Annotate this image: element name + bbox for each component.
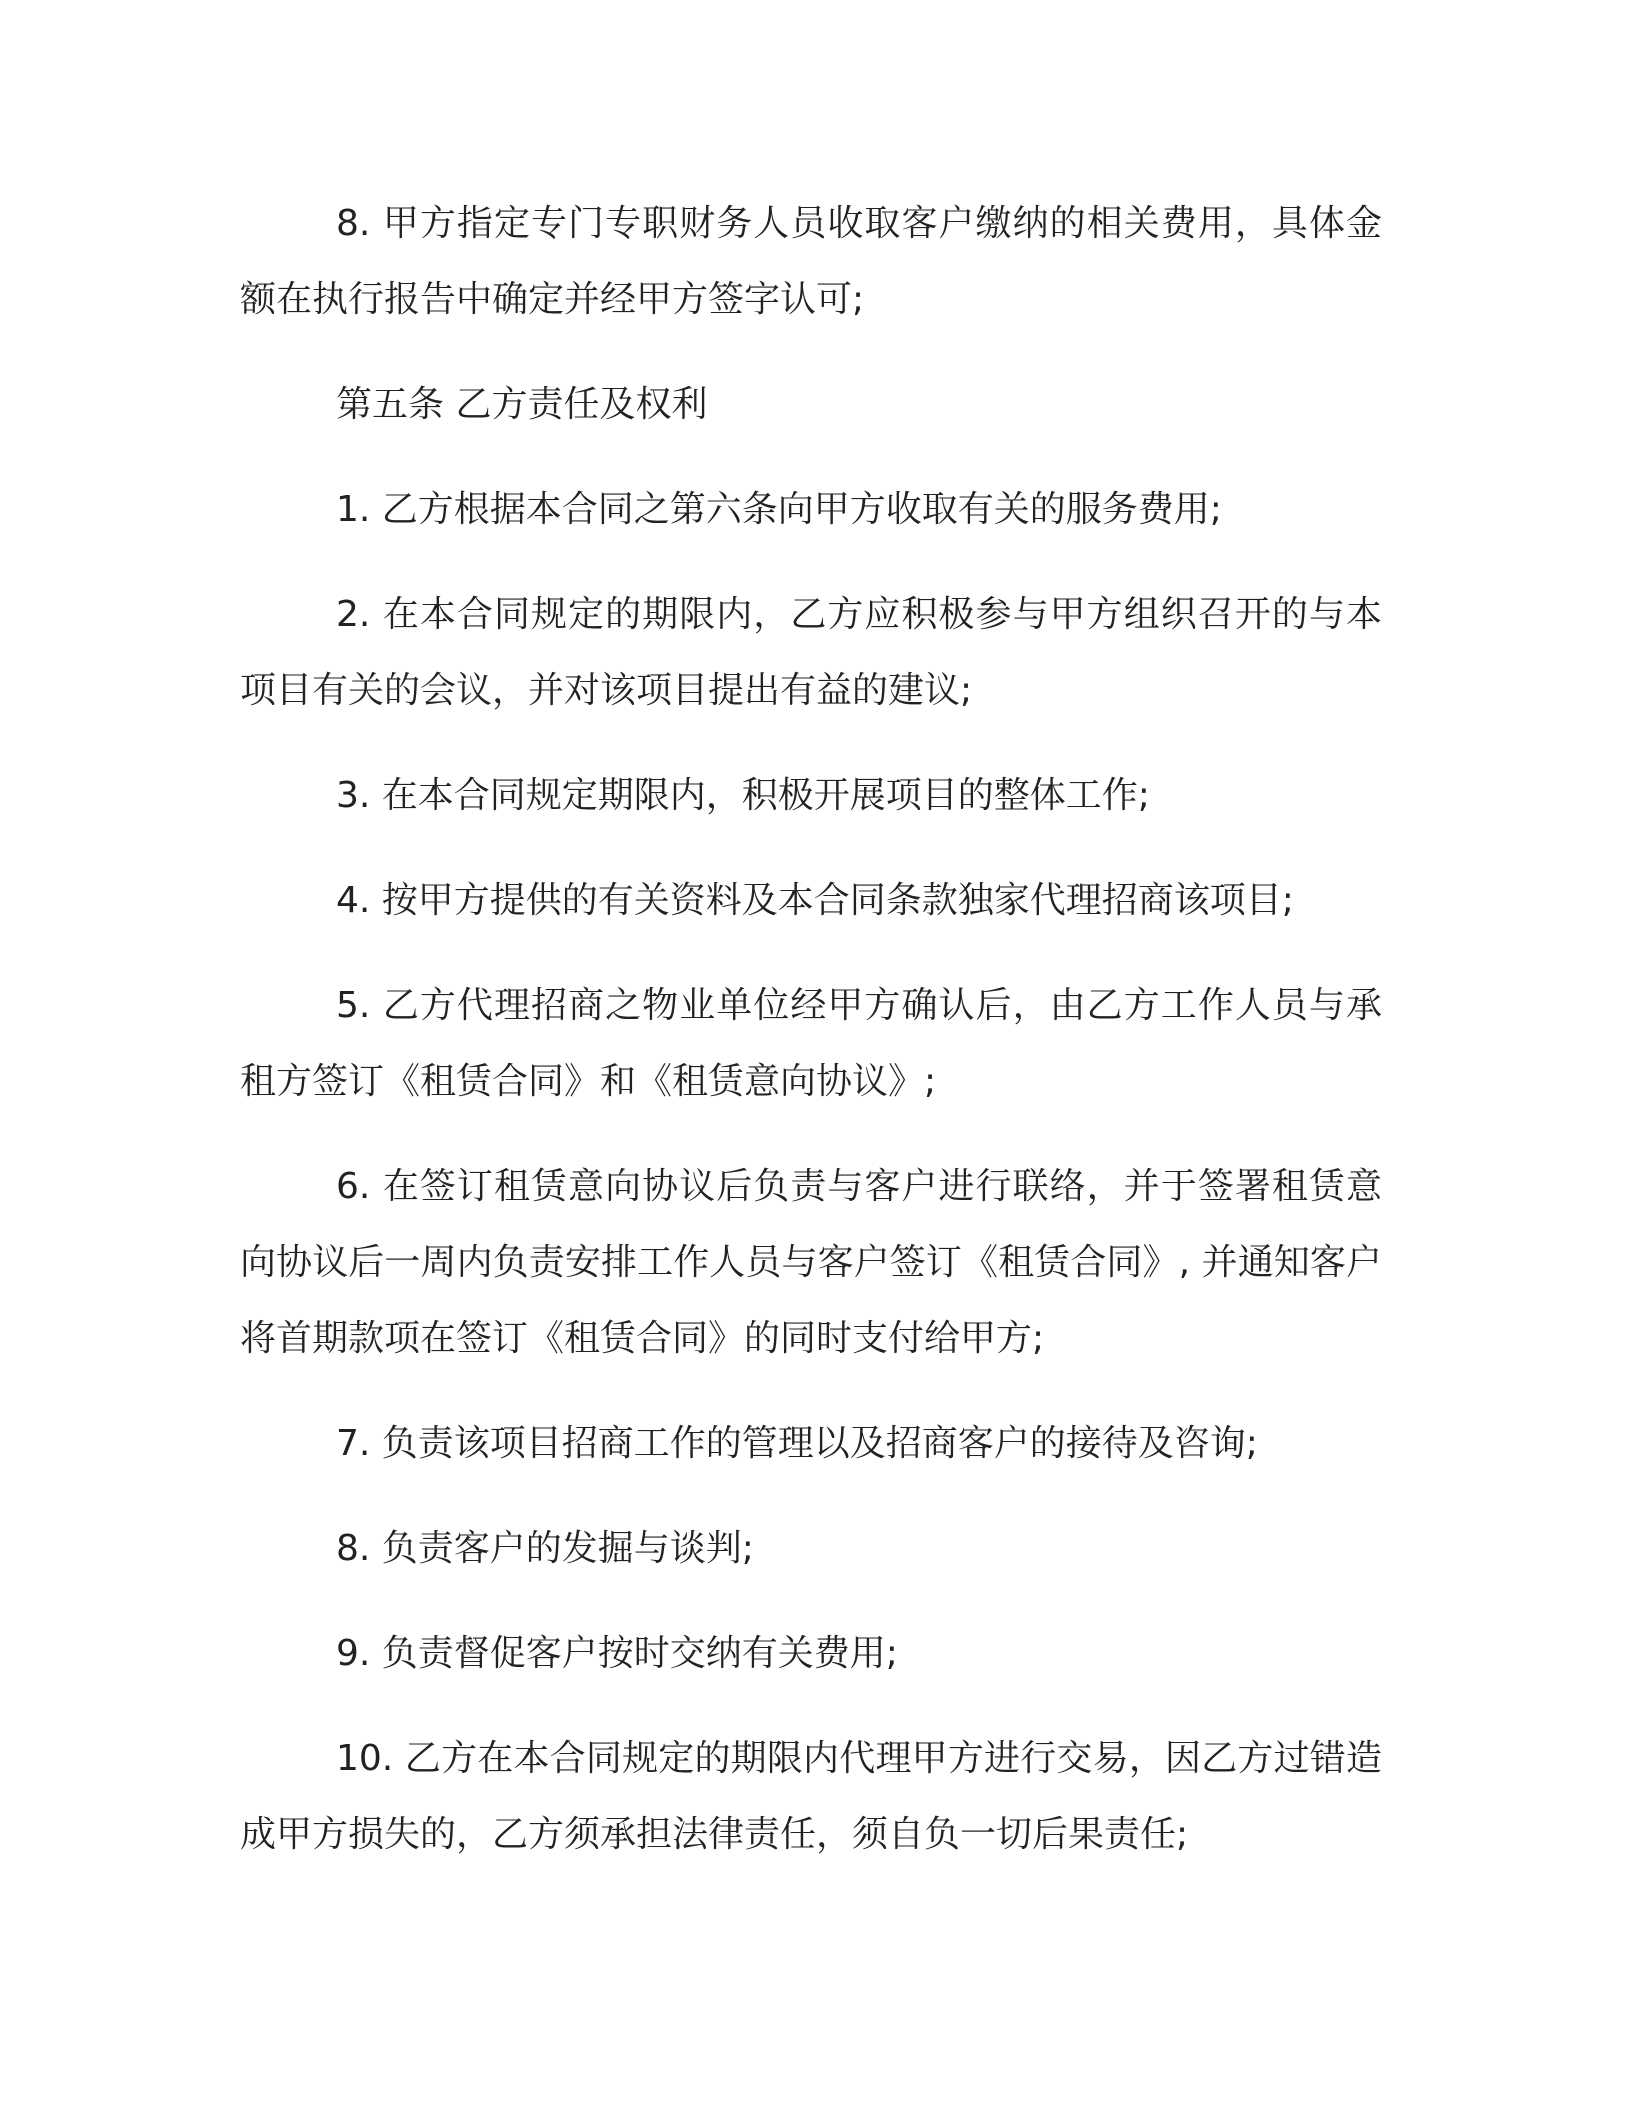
section-heading-article-5: 第五条 乙方责任及权利: [336, 384, 708, 425]
paragraph-item-7: 7. 负责该项目招商工作的管理以及招商客户的接待及咨询;: [336, 1423, 1258, 1464]
paragraph-item-6: 6. 在签订租赁意向协议后负责与客户进行联络，并于签署租赁意向协议后一周内负责安排工作人员与客户签订《租赁合同》, 并通知客户将首期款项在签订《租赁合同》的同时支付给甲方;: [240, 1166, 1382, 1359]
paragraph-item-8-finance: 8. 甲方指定专门专职财务人员收取客户缴纳的相关费用，具体金额在执行报告中确定并经甲方签字认可;: [240, 203, 1382, 320]
paragraph-item-5: 5. 乙方代理招商之物业单位经甲方确认后，由乙方工作人员与承租方签订《租赁合同》和《租赁意向协议》;: [240, 985, 1382, 1102]
paragraph-item-1: 1. 乙方根据本合同之第六条向甲方收取有关的服务费用;: [336, 489, 1222, 530]
paragraph-item-3: 3. 在本合同规定期限内，积极开展项目的整体工作;: [336, 775, 1150, 816]
document-body: [240, 186, 1382, 1902]
paragraph-item-2: 2. 在本合同规定的期限内，乙方应积极参与甲方组织召开的与本项目有关的会议，并对该项目提出有益的建议;: [240, 594, 1382, 711]
paragraph-item-9: 9. 负责督促客户按时交纳有关费用;: [336, 1633, 898, 1674]
paragraph-item-8: 8. 负责客户的发掘与谈判;: [336, 1528, 754, 1569]
paragraph-item-4: 4. 按甲方提供的有关资料及本合同条款独家代理招商该项目;: [336, 880, 1294, 921]
paragraph-item-10: 10. 乙方在本合同规定的期限内代理甲方进行交易，因乙方过错造成甲方损失的，乙方须承担法律责任，须自负一切后果责任;: [240, 1738, 1382, 1855]
